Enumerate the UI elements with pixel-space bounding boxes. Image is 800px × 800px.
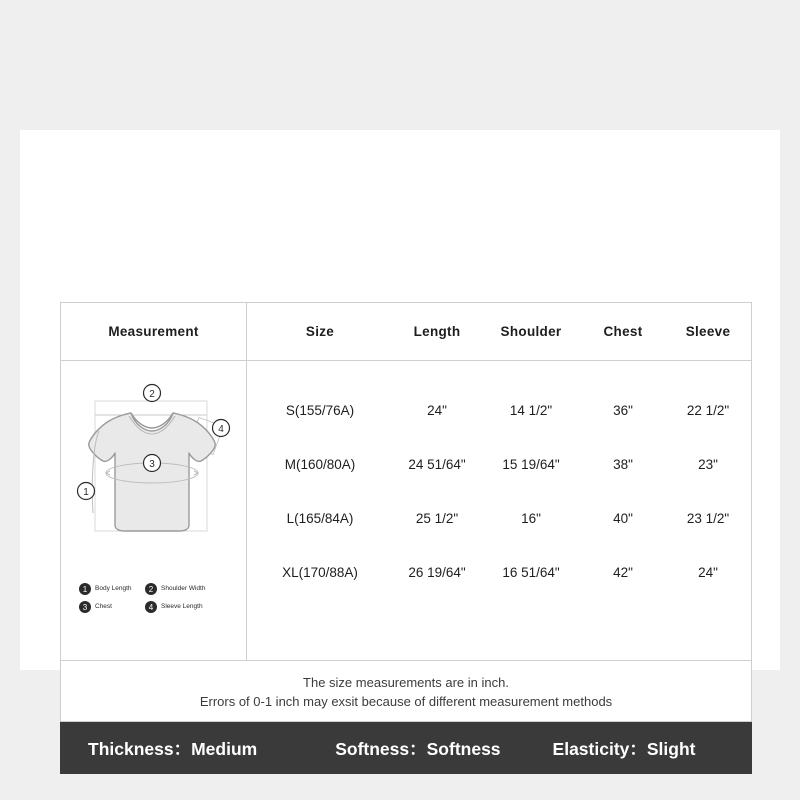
header-size: Size <box>305 324 335 339</box>
cell-length: 24 51/64" <box>408 456 466 472</box>
cell-chest: 40" <box>613 510 633 526</box>
legend-label: Chest <box>95 603 112 611</box>
table-body <box>61 361 751 661</box>
cell-sleeve: 23" <box>698 456 718 472</box>
cell-shoulder: 16 51/64" <box>502 564 560 580</box>
svg-text:4: 4 <box>218 424 224 435</box>
legend-label: Shoulder Width <box>161 585 206 593</box>
cell-size: M(160/80A) <box>284 456 356 472</box>
cell-chest: 38" <box>613 456 633 472</box>
legend-item <box>145 583 229 595</box>
svg-text:2: 2 <box>149 389 155 400</box>
cell-shoulder: 16" <box>521 510 541 526</box>
cell-size: XL(170/88A) <box>282 564 358 580</box>
size-chart-table <box>60 302 752 722</box>
fabric-properties-bar <box>60 722 752 774</box>
table-row <box>247 491 751 545</box>
cell-size: L(165/84A) <box>286 510 354 526</box>
legend-number: 1 <box>79 583 91 595</box>
legend-number: 3 <box>79 601 91 613</box>
cell-shoulder: 14 1/2" <box>509 402 553 418</box>
cell-shoulder: 15 19/64" <box>502 456 560 472</box>
measurements-table-cell <box>247 361 751 660</box>
tshirt-diagram <box>69 373 239 603</box>
legend-item <box>145 601 229 613</box>
size-chart-card <box>20 130 780 759</box>
svg-text:3: 3 <box>149 459 155 470</box>
cell-length: 24" <box>427 402 447 418</box>
measurement-illustration-cell <box>61 361 247 660</box>
tshirt-icon <box>69 373 239 603</box>
legend-number: 4 <box>145 601 157 613</box>
header-measurement: Measurement <box>61 303 247 360</box>
legend-label: Sleeve Length <box>161 603 203 611</box>
table-row <box>247 361 751 437</box>
note-line-1: The size measurements are in inch. <box>303 675 509 690</box>
size-notes <box>61 661 751 723</box>
cell-length: 26 19/64" <box>408 564 466 580</box>
thickness-label: Thickness：Medium <box>88 738 258 759</box>
header-sleeve: Sleeve <box>685 324 731 339</box>
header-length: Length <box>413 324 461 339</box>
legend-label: Body Length <box>95 585 132 593</box>
cell-sleeve: 23 1/2" <box>686 510 730 526</box>
header-shoulder: Shoulder <box>500 324 562 339</box>
table-header-row <box>61 303 751 361</box>
cell-chest: 42" <box>613 564 633 580</box>
legend-number: 2 <box>145 583 157 595</box>
cell-sleeve: 22 1/2" <box>686 402 730 418</box>
note-line-2: Errors of 0-1 inch may exsit because of different measurement methods <box>199 694 613 709</box>
cell-sleeve: 24" <box>698 564 718 580</box>
softness-label: Softness：Softness <box>335 738 501 759</box>
header-chest: Chest <box>603 324 643 339</box>
table-row <box>247 545 751 599</box>
legend-item <box>79 601 135 613</box>
cell-length: 25 1/2" <box>415 510 459 526</box>
table-row <box>247 437 751 491</box>
cell-size: S(155/76A) <box>285 402 355 418</box>
measurements-table <box>247 361 751 599</box>
measurement-legend <box>79 583 229 613</box>
elasticity-label: Elasticity：Slight <box>552 738 696 759</box>
svg-text:1: 1 <box>83 487 89 498</box>
legend-item <box>79 583 135 595</box>
cell-chest: 36" <box>613 402 633 418</box>
